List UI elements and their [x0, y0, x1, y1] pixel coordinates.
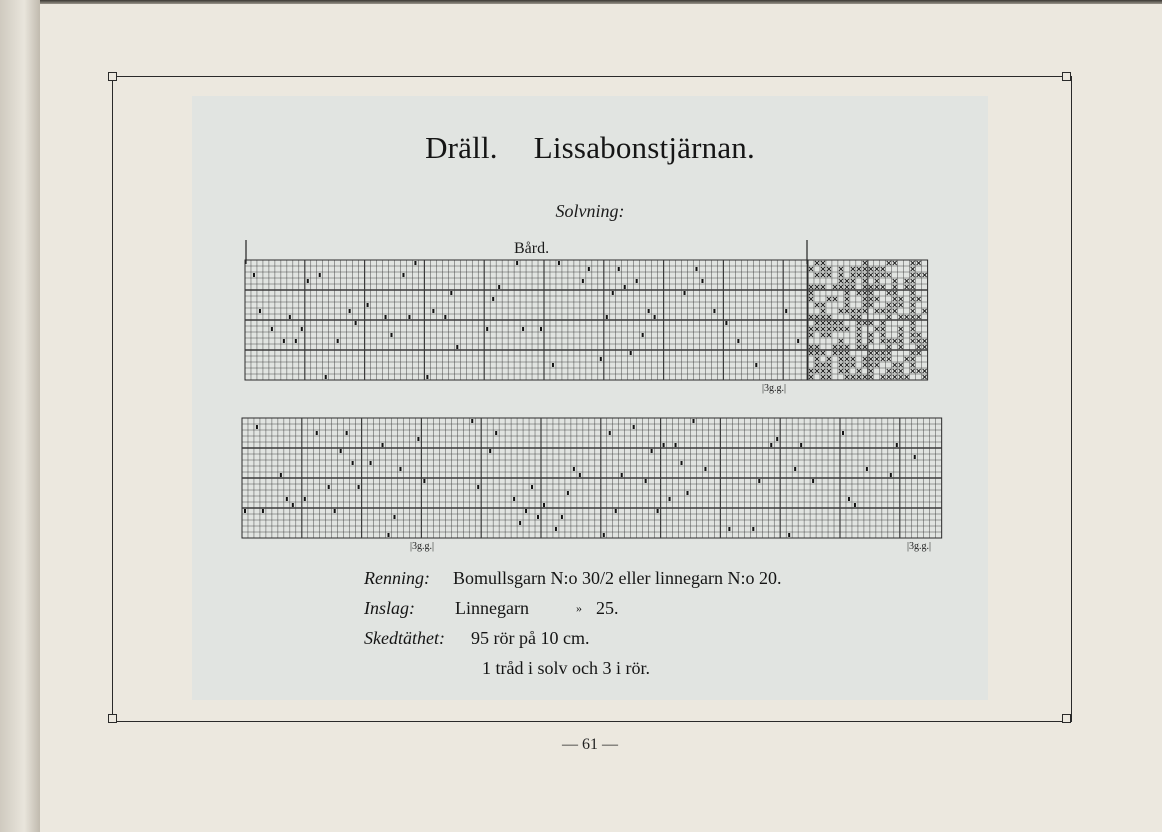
- tieup-cross: [875, 279, 879, 283]
- tieup-cross: [887, 303, 891, 307]
- tieup-cross: [863, 375, 867, 379]
- tieup-cross: [887, 315, 891, 319]
- tieup-cross: [881, 273, 885, 277]
- tieup-cross: [815, 273, 819, 277]
- tieup-cross: [809, 333, 813, 337]
- tieup-cross: [905, 357, 909, 361]
- tieup-cross: [809, 291, 813, 295]
- tieup-cross: [857, 291, 861, 295]
- tieup-cross: [911, 297, 915, 301]
- warp-spec-value: Bomullsgarn N:o 30/2 eller linnegarn N:o 20.: [453, 568, 782, 588]
- page-number: — 61 —: [562, 736, 618, 753]
- tieup-cross: [845, 363, 849, 367]
- weft-spec-number: 25.: [596, 598, 619, 618]
- tieup-cross: [851, 267, 855, 271]
- tieup-cross: [911, 357, 915, 361]
- tieup-cross: [821, 315, 825, 319]
- tieup-cross: [809, 351, 813, 355]
- tieup-cross: [911, 363, 915, 367]
- tieup-cross: [923, 339, 927, 343]
- tieup-cross: [881, 327, 885, 331]
- tieup-cross: [911, 315, 915, 319]
- tieup-cross: [827, 369, 831, 373]
- tieup-grid: [808, 260, 928, 380]
- tieup-cross: [863, 267, 867, 271]
- tieup-cross: [827, 363, 831, 367]
- tieup-cross: [839, 279, 843, 283]
- tieup-cross: [827, 315, 831, 319]
- tieup-cross: [857, 333, 861, 337]
- tieup-cross: [911, 339, 915, 343]
- tieup-cross: [827, 267, 831, 271]
- tieup-cross: [851, 363, 855, 367]
- repeat-mark-bottom-right: |3g.g.|: [907, 541, 932, 552]
- tieup-cross: [815, 345, 819, 349]
- tieup-cross: [911, 333, 915, 337]
- tieup-cross: [857, 327, 861, 331]
- tieup-cross: [875, 297, 879, 301]
- tieup-cross: [863, 297, 867, 301]
- tieup-cross: [851, 315, 855, 319]
- tieup-cross: [899, 369, 903, 373]
- tieup-cross: [857, 339, 861, 343]
- tieup-cross: [911, 351, 915, 355]
- tieup-cross: [899, 297, 903, 301]
- tieup-cross: [833, 351, 837, 355]
- tieup-cross: [863, 321, 867, 325]
- tieup-cross: [899, 375, 903, 379]
- tieup-cross: [845, 279, 849, 283]
- tieup-cross: [869, 303, 873, 307]
- tieup-cross: [815, 363, 819, 367]
- tieup-cross: [827, 297, 831, 301]
- tieup-cross: [827, 321, 831, 325]
- tieup-cross: [839, 309, 843, 313]
- reed-spec-label: Skedtäthet:: [364, 628, 445, 648]
- tieup-cross: [905, 285, 909, 289]
- tieup-cross: [899, 303, 903, 307]
- tieup-cross: [881, 333, 885, 337]
- tieup-cross: [899, 345, 903, 349]
- threading-draft-top: [245, 260, 807, 380]
- tieup-cross: [869, 285, 873, 289]
- title-pattern-name: Lissabonstjärnan.: [533, 130, 755, 165]
- tieup-cross: [917, 345, 921, 349]
- tieup-cross: [917, 261, 921, 265]
- tieup-cross: [875, 309, 879, 313]
- tieup-cross: [857, 273, 861, 277]
- tieup-cross: [905, 315, 909, 319]
- tieup-cross: [845, 357, 849, 361]
- tieup-cross: [869, 297, 873, 301]
- tieup-cross: [905, 279, 909, 283]
- tieup-cross: [821, 303, 825, 307]
- weft-ditto-mark: »: [576, 601, 582, 615]
- tieup-cross: [809, 375, 813, 379]
- tieup-cross: [809, 285, 813, 289]
- tieup-cross: [911, 261, 915, 265]
- tieup-cross: [881, 267, 885, 271]
- tieup-cross: [827, 333, 831, 337]
- tieup-cross: [911, 303, 915, 307]
- repeat-mark-top: |3g.g.|: [762, 383, 787, 394]
- tieup-cross: [899, 327, 903, 331]
- tieup-cross: [839, 267, 843, 271]
- tieup-cross: [827, 273, 831, 277]
- tieup-cross: [839, 327, 843, 331]
- tieup-cross: [821, 285, 825, 289]
- tieup-cross: [875, 351, 879, 355]
- tieup-cross: [869, 351, 873, 355]
- tieup-cross: [833, 327, 837, 331]
- tieup-cross: [845, 351, 849, 355]
- tieup-cross: [815, 321, 819, 325]
- tieup-cross: [839, 339, 843, 343]
- tieup-cross: [863, 291, 867, 295]
- tieup-cross: [881, 357, 885, 361]
- tieup-cross: [809, 369, 813, 373]
- tieup-cross: [917, 315, 921, 319]
- tieup-cross: [863, 261, 867, 265]
- tieup-cross: [869, 357, 873, 361]
- tieup-cross: [917, 273, 921, 277]
- tieup-cross: [815, 261, 819, 265]
- weft-spec-value: Linnegarn: [455, 598, 529, 618]
- tieup-cross: [899, 363, 903, 367]
- tieup-cross: [851, 273, 855, 277]
- tieup-cross: [869, 363, 873, 367]
- tieup-cross: [845, 297, 849, 301]
- tieup-cross: [839, 357, 843, 361]
- tieup-cross: [839, 273, 843, 277]
- tieup-cross: [887, 261, 891, 265]
- reed-spec-note: 1 tråd i solv och 3 i rör.: [482, 658, 650, 678]
- tieup-cross: [845, 327, 849, 331]
- tieup-cross: [863, 273, 867, 277]
- tieup-cross: [875, 357, 879, 361]
- tieup-cross: [893, 291, 897, 295]
- tieup-cross: [893, 375, 897, 379]
- tieup-cross: [863, 303, 867, 307]
- tieup-cross: [845, 375, 849, 379]
- tieup-cross: [887, 309, 891, 313]
- tieup-cross: [857, 321, 861, 325]
- tieup-cross: [863, 363, 867, 367]
- tieup-cross: [851, 375, 855, 379]
- tieup-cross: [815, 285, 819, 289]
- tieup-cross: [839, 321, 843, 325]
- tieup-cross: [899, 339, 903, 343]
- tieup-cross: [887, 339, 891, 343]
- tieup-cross: [863, 357, 867, 361]
- tieup-cross: [821, 369, 825, 373]
- tieup-cross: [833, 297, 837, 301]
- reed-spec-value: 95 rör på 10 cm.: [471, 628, 590, 648]
- tieup-cross: [893, 261, 897, 265]
- threading-heading: Solvning:: [555, 201, 625, 221]
- tieup-cross: [911, 291, 915, 295]
- tieup-cross: [881, 351, 885, 355]
- tieup-cross: [869, 333, 873, 337]
- tieup-cross: [857, 369, 861, 373]
- tieup-cross: [809, 315, 813, 319]
- tieup-cross: [911, 285, 915, 289]
- tieup-cross: [923, 369, 927, 373]
- tieup-cross: [893, 339, 897, 343]
- tieup-cross: [887, 357, 891, 361]
- tieup-cross: [875, 273, 879, 277]
- tieup-cross: [881, 309, 885, 313]
- tieup-cross: [917, 297, 921, 301]
- border-label: Bård.: [514, 240, 550, 257]
- warp-spec-label: Renning:: [364, 568, 430, 588]
- tieup-cross: [923, 345, 927, 349]
- tieup-cross: [815, 327, 819, 331]
- tieup-cross: [839, 369, 843, 373]
- tieup-cross: [923, 375, 927, 379]
- tieup-cross: [881, 321, 885, 325]
- tieup-cross: [851, 285, 855, 289]
- tieup-cross: [851, 279, 855, 283]
- tieup-cross: [821, 321, 825, 325]
- tieup-cross: [911, 369, 915, 373]
- tieup-cross: [893, 279, 897, 283]
- book-page: [40, 4, 1162, 832]
- tieup-cross: [857, 309, 861, 313]
- tieup-cross: [845, 369, 849, 373]
- tieup-cross: [875, 363, 879, 367]
- tieup-cross: [857, 345, 861, 349]
- tieup-cross: [857, 375, 861, 379]
- tieup-cross: [857, 267, 861, 271]
- tieup-cross: [905, 375, 909, 379]
- tieup-cross: [869, 267, 873, 271]
- tieup-cross: [821, 351, 825, 355]
- tieup-cross: [827, 375, 831, 379]
- tieup-cross: [887, 375, 891, 379]
- tieup-cross: [839, 351, 843, 355]
- tieup-cross: [815, 303, 819, 307]
- tieup-cross: [911, 273, 915, 277]
- tieup-cross: [809, 267, 813, 271]
- tieup-cross: [869, 321, 873, 325]
- tieup-cross: [815, 351, 819, 355]
- tieup-cross: [881, 339, 885, 343]
- tieup-cross: [887, 369, 891, 373]
- tieup-cross: [887, 291, 891, 295]
- tieup-cross: [845, 345, 849, 349]
- tieup-cross: [857, 315, 861, 319]
- tieup-cross: [881, 285, 885, 289]
- tieup-cross: [917, 339, 921, 343]
- tieup-cross: [833, 321, 837, 325]
- tieup-cross: [821, 267, 825, 271]
- tieup-cross: [923, 273, 927, 277]
- tieup-cross: [887, 273, 891, 277]
- tieup-cross: [893, 285, 897, 289]
- tieup-cross: [815, 369, 819, 373]
- threading-drafts: [40, 4, 1162, 832]
- tieup-cross: [893, 309, 897, 313]
- tieup-cross: [893, 369, 897, 373]
- left-page-edge: [0, 0, 44, 832]
- tieup-cross: [917, 351, 921, 355]
- tieup-cross: [899, 315, 903, 319]
- tieup-cross: [911, 309, 915, 313]
- tieup-cross: [917, 333, 921, 337]
- tieup-cross: [815, 357, 819, 361]
- tieup-cross: [893, 303, 897, 307]
- tieup-cross: [863, 279, 867, 283]
- tieup-cross: [845, 291, 849, 295]
- tieup-cross: [863, 345, 867, 349]
- tieup-cross: [923, 309, 927, 313]
- tieup-cross: [809, 345, 813, 349]
- tieup-cross: [845, 309, 849, 313]
- tieup-cross: [869, 369, 873, 373]
- threading-draft-bottom: [242, 418, 942, 538]
- tieup-cross: [869, 273, 873, 277]
- tieup-cross: [839, 363, 843, 367]
- tieup-cross: [911, 279, 915, 283]
- tieup-cross: [881, 375, 885, 379]
- tieup-cross: [917, 369, 921, 373]
- tieup-cross: [821, 327, 825, 331]
- tieup-cross: [809, 297, 813, 301]
- tieup-cross: [875, 327, 879, 331]
- tieup-cross: [821, 363, 825, 367]
- tieup-cross: [821, 309, 825, 313]
- tieup-cross: [899, 333, 903, 337]
- tieup-cross: [911, 321, 915, 325]
- tieup-cross: [893, 297, 897, 301]
- tieup-cross: [869, 375, 873, 379]
- tieup-cross: [911, 327, 915, 331]
- tieup-cross: [845, 285, 849, 289]
- tieup-cross: [863, 285, 867, 289]
- tieup-cross: [839, 345, 843, 349]
- title-weave-type: Dräll.: [425, 130, 498, 165]
- tieup-cross: [875, 285, 879, 289]
- tieup-cross: [833, 345, 837, 349]
- tieup-cross: [821, 333, 825, 337]
- weft-spec-label: Inslag:: [364, 598, 415, 618]
- tieup-cross: [833, 285, 837, 289]
- tieup-cross: [869, 291, 873, 295]
- tieup-cross: [821, 273, 825, 277]
- tieup-cross: [821, 375, 825, 379]
- tieup-cross: [869, 339, 873, 343]
- tieup-cross: [887, 345, 891, 349]
- tieup-cross: [875, 267, 879, 271]
- tieup-cross: [827, 327, 831, 331]
- tieup-cross: [893, 363, 897, 367]
- tieup-cross: [809, 327, 813, 331]
- tieup-cross: [863, 309, 867, 313]
- tieup-cross: [851, 357, 855, 361]
- tieup-cross: [827, 357, 831, 361]
- tieup-cross: [815, 315, 819, 319]
- tieup-cross: [887, 351, 891, 355]
- tieup-cross: [839, 285, 843, 289]
- repeat-mark-bottom-left: |3g.g.|: [410, 541, 435, 552]
- tieup-cross: [821, 261, 825, 265]
- tieup-cross: [911, 267, 915, 271]
- tieup-cross: [845, 303, 849, 307]
- tieup-cross: [851, 309, 855, 313]
